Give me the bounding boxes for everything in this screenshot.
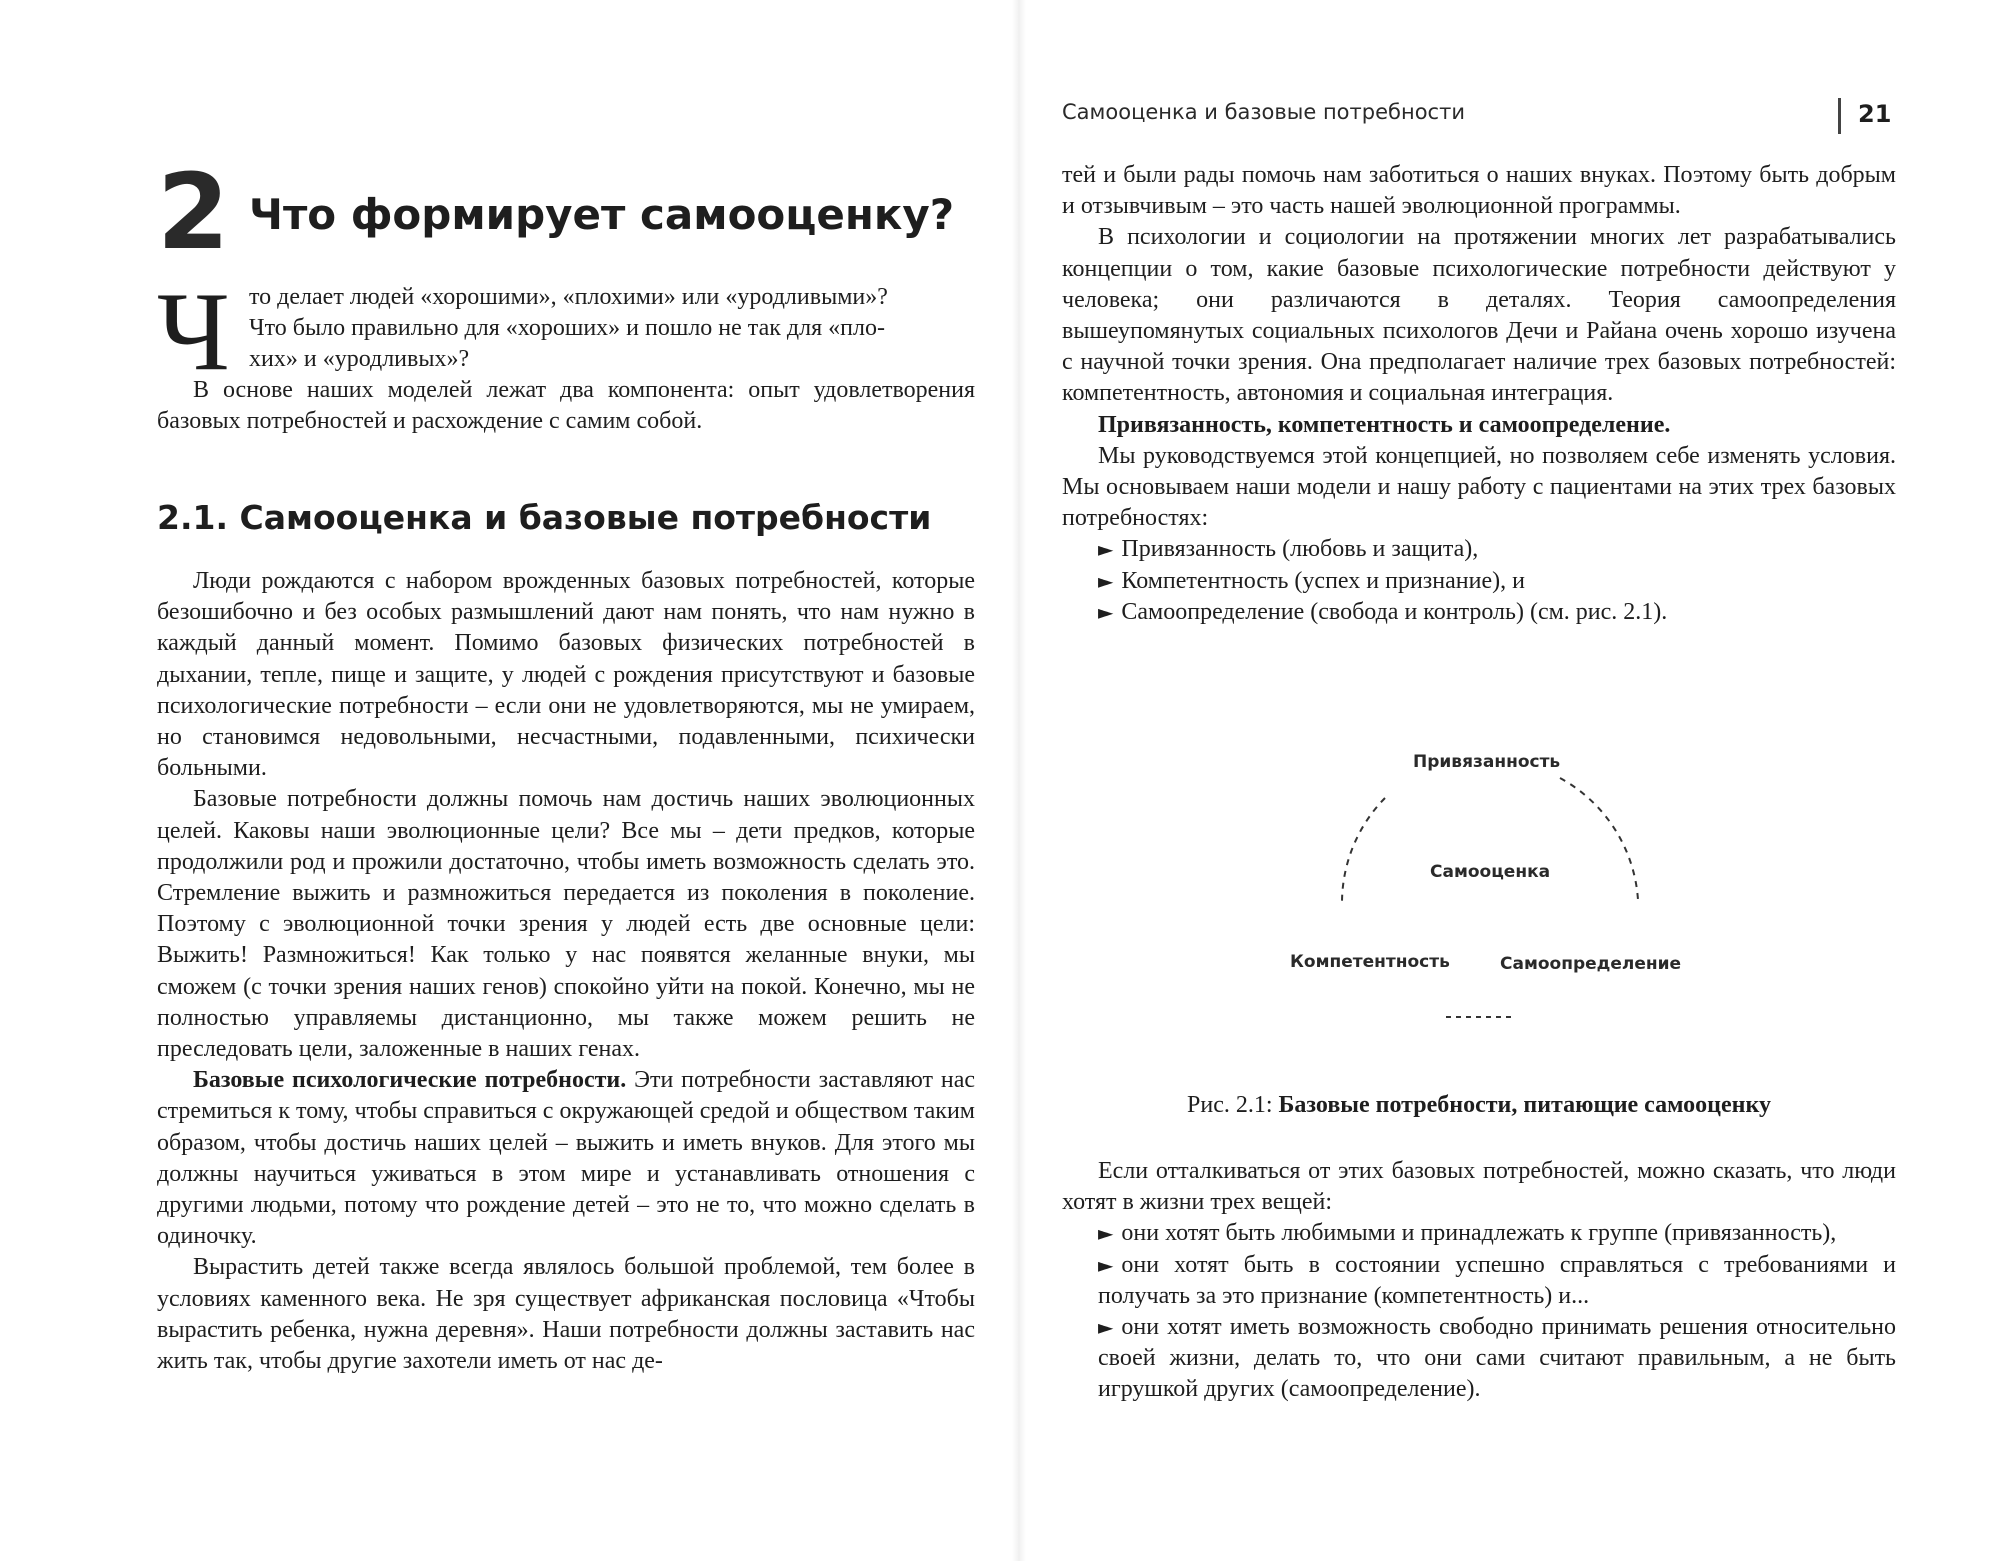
- drop-cap: Ч: [157, 270, 230, 394]
- list-item: ► Привязанность (любовь и защита),: [1098, 536, 1479, 563]
- label-competence: Компетентность: [1290, 952, 1450, 972]
- wants-list: [1062, 1218, 1896, 1405]
- paragraph: Базовые потребности должны помочь нам достичь наших эволюционных целей. Каковы наши эволюционные цели? Все мы – дети предков, которые продолжили род и прожили достаточно, чтобы иметь возможность сделать это. Стремление выжить и размножиться передается из поколения в поколение. Поэтому с эволюционной точки зрения у людей есть две основные цели: Выжить! Размножиться! Как только у нас появятся желанные внуки, мы сможем (с точки зрения наших генов) спокойно уйти на покой. Конечно, мы не полностью управляемы дистанционно, мы также можем решить не преследовать цели, заложенные в наших генах.: [157, 786, 975, 1063]
- intro-line-1: то делает людей «хорошими», «плохими» или «уродливыми»?: [249, 284, 888, 310]
- label-attachment: Привязанность: [1413, 752, 1561, 772]
- section-title: 2.1. Самооценка и базовые потребности: [157, 498, 932, 537]
- chapter-title: Что формирует самооценку?: [249, 190, 955, 239]
- intro-paragraph: В основе наших моделей лежат два компонента: опыт удовлетворения базовых потребностей и расхождение с самим собой.: [157, 377, 975, 434]
- header-rule: [1838, 98, 1841, 134]
- paragraph: [157, 1065, 975, 1252]
- bullet-icon: ►: [1098, 1315, 1114, 1340]
- intro-line-3: хих» и «уродливых»?: [249, 346, 470, 372]
- label-self-determination: Самоопределение: [1500, 954, 1682, 974]
- chapter-number: 2: [157, 151, 230, 273]
- intro-line-2: Что было правильно для «хороших» и пошло не так для «пло-: [249, 315, 885, 341]
- paragraph-lead-bold: Базовые психологические потребности.: [193, 1067, 627, 1094]
- subheading-bold: Привязанность, компетентность и самоопределение.: [1098, 411, 1671, 438]
- paragraph: Вырастить детей также всегда являлось большой проблемой, тем более в условиях каменного века. Не зря существует африканская пословица «Чтобы вырастить ребенка, нужна деревня». Наши потребности должны заставить нас жить так, чтобы другие захотели иметь от нас де-: [157, 1254, 975, 1375]
- needs-list: [1062, 534, 1896, 628]
- left-body-text: [157, 566, 975, 1377]
- post-figure-text: [1062, 1156, 1896, 1406]
- bullet-icon: ►: [1098, 568, 1114, 593]
- paragraph-rest: Эти потребности заставляют нас стремиться к тому, чтобы справиться с окружающей средой и обществом таким образом, чтобы достичь наших целей – выжить и иметь внуков. Для этого мы должны научиться уживаться в этом мире и устанавливать отношения с другими людьми, потому что рождение детей – это не то, что можно сделать в одиночку.: [157, 1067, 975, 1250]
- list-item: ► они хотят быть в состоянии успешно справляться с требованиями и получать за это признание (компетентность) и...: [1098, 1251, 1896, 1309]
- intro-lead: [157, 282, 975, 375]
- self-esteem-diagram: [1260, 730, 1740, 1050]
- book-gutter: [1012, 0, 1026, 1561]
- label-self-esteem: Самооценка: [1430, 862, 1551, 882]
- paragraph: В психологии и социологии на протяжении многих лет разрабатывались концепции о том, какие базовые психологические потребности действуют у человека; они различаются в деталях. Теория самоопределения вышеупомянутых социальных психологов Дечи и Райана очень хорошо изучена с научной точки зрения. Она предполагает наличие трех базовых потребностей: компетентность, автономия и социальная интеграция.: [1062, 224, 1896, 407]
- paragraph: Люди рождаются с набором врожденных базовых потребностей, которые безошибочно и без особых размышлений дают нам понять, что нам нужно в каждый данный момент. Помимо базовых физических потребностей в дыхании, тепле, пище и защите, у людей с рождения присутствуют и базовые психологические потребности – если они не удовлетворяются, мы не умираем, но становимся недовольными, несчастными, подавленными, психически больными.: [157, 568, 975, 782]
- bullet-icon: ►: [1098, 1221, 1114, 1246]
- bullet-icon: ►: [1098, 537, 1114, 562]
- list-item: ► они хотят иметь возможность свободно принимать решения относительно своей жизни, делать то, что они сами считают правильным, а не быть игрушкой других (самоопределение).: [1098, 1314, 1896, 1403]
- bullet-icon: ►: [1098, 599, 1114, 624]
- chapter-intro: [157, 270, 975, 437]
- bullet-icon: ►: [1098, 1252, 1114, 1277]
- paragraph: Если отталкиваться от этих базовых потребностей, можно сказать, что люди хотят в жизни трех вещей:: [1062, 1158, 1896, 1216]
- paragraph: Мы руководствуемся этой концепцией, но позволяем себе изменять условия. Мы основываем наши модели и нашу работу с пациентами на этих трех базовых потребностях:: [1062, 442, 1896, 532]
- list-item: ► Компетентность (успех и признание), и: [1098, 567, 1525, 594]
- list-item: ► они хотят быть любимыми и принадлежать к группе (привязанность),: [1098, 1220, 1837, 1247]
- figure-caption: [1062, 1090, 1896, 1121]
- running-head: Самооценка и базовые потребности: [1062, 100, 1465, 124]
- list-item: ► Самоопределение (свобода и контроль) (см. рис. 2.1).: [1098, 598, 1668, 625]
- page-number: 21: [1858, 100, 1892, 128]
- caption-prefix: Рис. 2.1:: [1187, 1092, 1279, 1118]
- right-body-text: [1062, 160, 1896, 628]
- caption-title: Базовые потребности, питающие самооценку: [1278, 1092, 1771, 1118]
- paragraph: тей и были рады помочь нам заботиться о наших внуках. Поэтому быть добрым и отзывчивым – это часть нашей эволюционной программы.: [1062, 162, 1896, 220]
- diagram-dashed-ring: [1260, 730, 1740, 1050]
